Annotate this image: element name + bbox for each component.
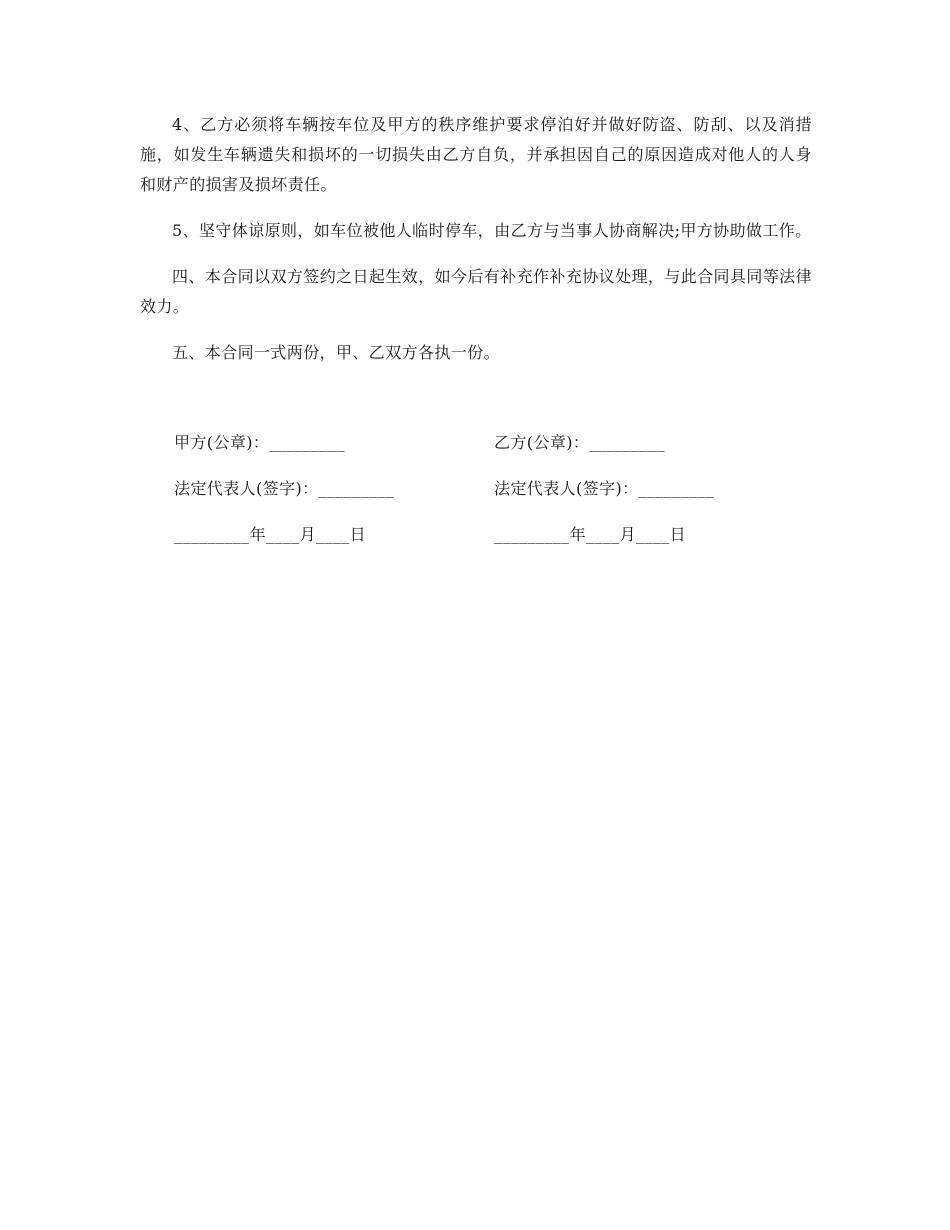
party-a-date: _________年____月____日: [174, 524, 366, 544]
clause-4-paragraph: 4、乙方必须将车辆按车位及甲方的秩序维护要求停泊好并做好防盗、防刮、以及消措施，如发生车辆遗失和损坏的一切损失由乙方自负，并承担因自己的原因造成对他人的人身和财产的损害及损坏责任。: [140, 115, 812, 194]
party-a-seal: 甲方(公章)：_________: [174, 432, 345, 452]
representative-row: [174, 464, 814, 510]
date-row: [174, 510, 814, 556]
party-b-seal: 乙方(公章)：_________: [494, 432, 665, 452]
party-a-representative: 法定代表人(签字)：_________: [174, 478, 395, 498]
party-b-representative: 法定代表人(签字)：_________: [494, 478, 715, 498]
contract-body: [140, 110, 812, 384]
clause-5-paragraph: 5、坚守体谅原则，如车位被他人临时停车，由乙方与当事人协商解决;甲方协助做工作。: [172, 221, 812, 240]
signature-block: [174, 418, 814, 556]
clause-copies-paragraph: 五、本合同一式两份，甲、乙双方各执一份。: [172, 343, 501, 362]
seal-row: [174, 418, 814, 464]
party-b-date: _________年____月____日: [494, 524, 686, 544]
clause-effective-paragraph: 四、本合同以双方签约之日起生效，如今后有补充作补充协议处理，与此合同具同等法律效力。: [140, 267, 812, 316]
